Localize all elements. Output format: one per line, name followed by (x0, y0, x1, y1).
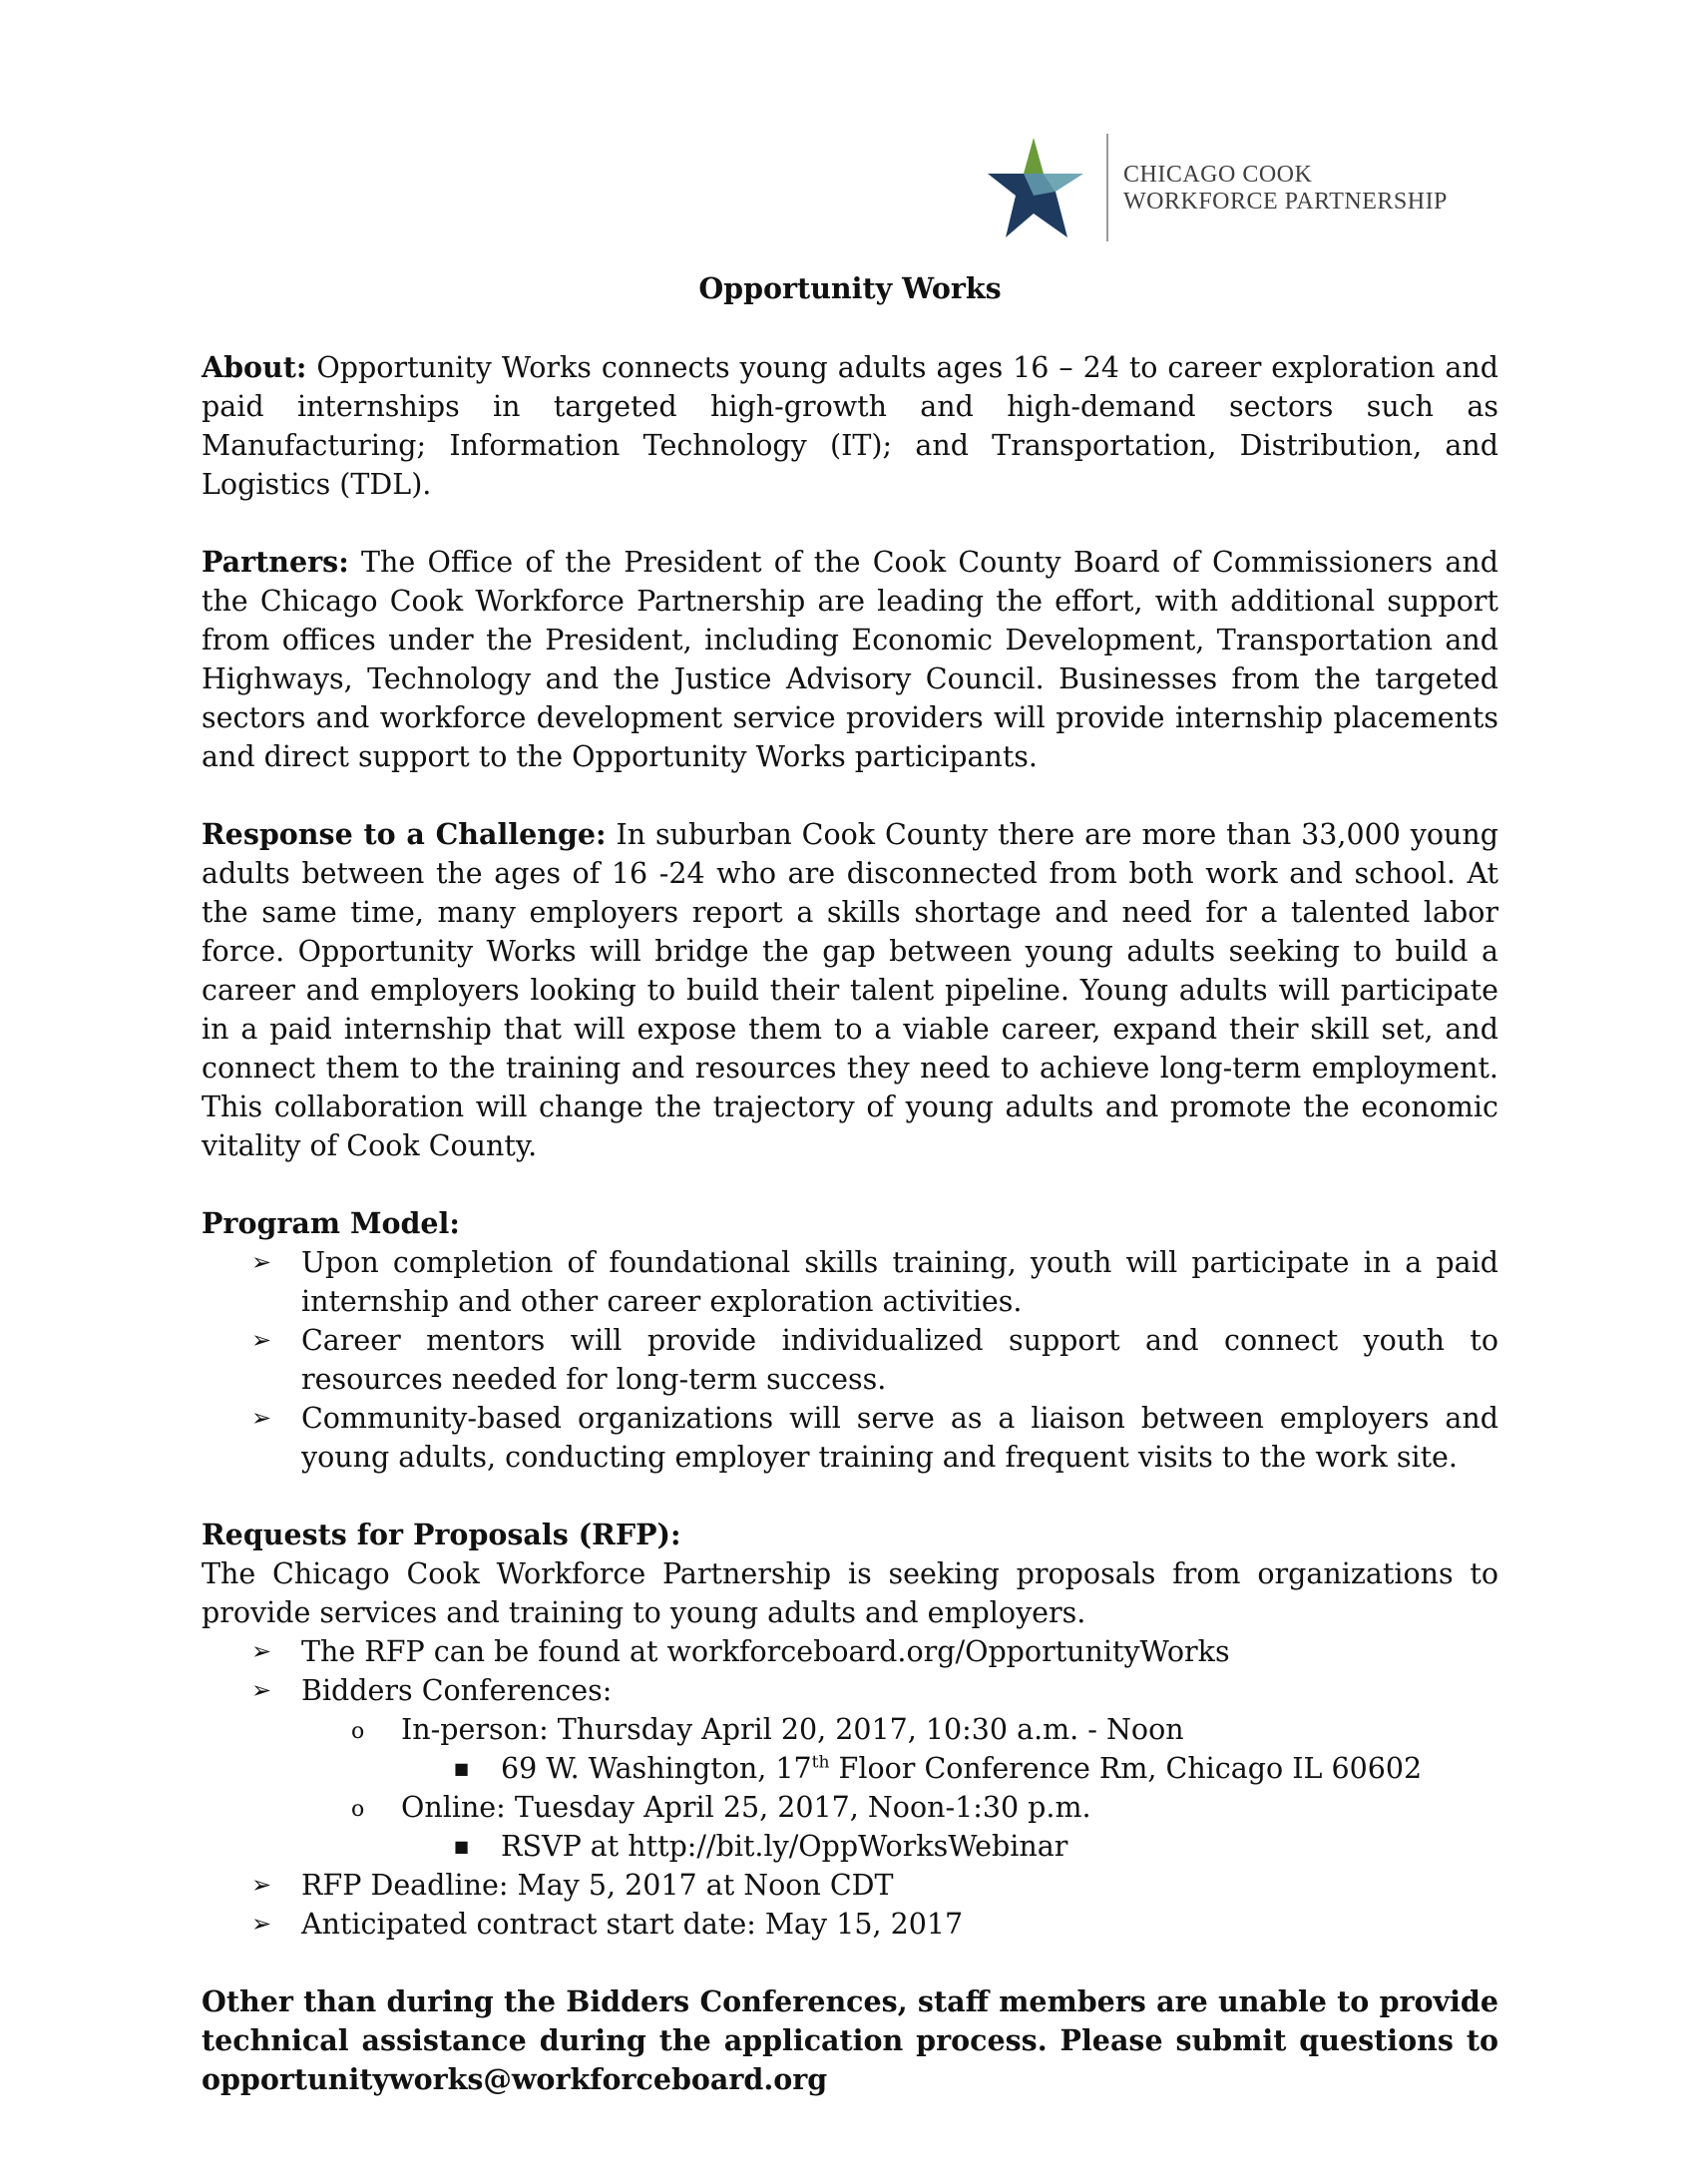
logo-divider (1106, 134, 1108, 241)
square-bullet-icon: ■ (454, 1837, 470, 1856)
arrow-bullet-icon: ➢ (251, 1637, 272, 1665)
online-list (202, 1788, 1498, 1827)
partners-label: Partners: (202, 545, 349, 579)
in-person-details (202, 1749, 1498, 1788)
arrow-bullet-icon: ➢ (251, 1871, 272, 1899)
list-item (202, 1788, 1498, 1827)
about-label: About: (202, 350, 307, 384)
contract-start-date: Anticipated contract start date: May 15, 2017 (301, 1908, 964, 1941)
arrow-bullet-icon: ➢ (251, 1326, 272, 1354)
rfp-intro: The Chicago Cook Workforce Partnership is seeking proposals from organizations to provide services and training to young adults and employers. (202, 1557, 1498, 1629)
arrow-bullet-icon: ➢ (251, 1910, 272, 1938)
list-item-text: Upon completion of foundational skills training, youth will participate in a paid internship and other career exploration activities. (301, 1246, 1498, 1318)
challenge-label: Response to a Challenge: (202, 817, 607, 851)
list-item (202, 1243, 1498, 1321)
online-details (202, 1827, 1498, 1866)
list-item (202, 1632, 1498, 1671)
org-name-line2: WORKFORCE PARTNERSHIP (1123, 189, 1448, 215)
rsvp-link: RSVP at http://bit.ly/OppWorksWebinar (501, 1830, 1068, 1863)
list-item (202, 1671, 1498, 1710)
program-model-section (202, 1204, 1498, 1477)
rfp-deadline: RFP Deadline: May 5, 2017 at Noon CDT (301, 1869, 894, 1902)
partners-text: The Office of the President of the Cook County Board of Commissioners and the Chicago Cook Workforce Partnership are leading the effort, with additional support from offices under the President, including Economic Development, Transportation and Highways, Technology and the Justice Advisory Council. Businesses from the targeted sectors and workforce development service providers will provide internship placements and direct support to the Opportunity Works participants. (202, 546, 1498, 773)
list-item (202, 1399, 1498, 1477)
rfp-dates-list (202, 1866, 1498, 1944)
rfp-list (202, 1632, 1498, 1710)
list-item (202, 1866, 1498, 1905)
page-title: Opportunity Works (698, 271, 1002, 305)
rfp-label: Requests for Proposals (RFP): (202, 1518, 681, 1551)
about-text: Opportunity Works connects young adults ages 16 – 24 to career exploration and paid internships in targeted high-growth and high-demand sectors such as Manufacturing; Information Technology (IT); and Transportation, Distribution, and Logistics (TDL). (202, 351, 1498, 501)
arrow-bullet-icon: ➢ (251, 1404, 272, 1432)
about-section (202, 348, 1498, 504)
conferences-label: Bidders Conferences: (301, 1674, 613, 1707)
in-person-conference: In-person: Thursday April 20, 2017, 10:30 a.m. - Noon (401, 1713, 1184, 1746)
partners-section (202, 543, 1498, 776)
online-conference: Online: Tuesday April 25, 2017, Noon-1:30 p.m. (401, 1791, 1091, 1824)
list-item (202, 1321, 1498, 1399)
address-sup: th (811, 1752, 830, 1773)
rfp-found-at: The RFP can be found at workforceboard.org/OpportunityWorks (301, 1635, 1230, 1668)
org-logo (976, 130, 1455, 244)
org-name-line1: CHICAGO COOK (1123, 162, 1313, 188)
star-logo-icon (986, 134, 1085, 241)
challenge-section (202, 815, 1498, 1165)
list-item-text: Community-based organizations will serve as a liaison between employers and young adults, conducting employer training and frequent visits to the work site. (301, 1402, 1498, 1474)
document-body (202, 269, 1498, 2099)
circle-bullet-icon: o (351, 1797, 365, 1822)
square-bullet-icon: ■ (454, 1759, 470, 1778)
arrow-bullet-icon: ➢ (251, 1248, 272, 1276)
arrow-bullet-icon: ➢ (251, 1676, 272, 1704)
circle-bullet-icon: o (351, 1719, 365, 1744)
program-model-list (202, 1243, 1498, 1477)
list-item (202, 1749, 1498, 1788)
list-item-text: Career mentors will provide individualized support and connect youth to resources needed for long-term success. (301, 1324, 1498, 1396)
challenge-text: In suburban Cook County there are more than 33,000 young adults between the ages of 16 -24 who are disconnected from both work and school. At the same time, many employers report a skills shortage and need for a talented labor force. Opportunity Works will bridge the gap between young adults seeking to build a career and employers looking to build their talent pipeline. Young adults will participate in a paid internship that will expose them to a viable career, expand their skill set, and connect them to the training and resources they need to achieve long-term employment. This collaboration will change the trajectory of young adults and promote the economic vitality of Cook County. (202, 818, 1498, 1162)
conferences-list (202, 1710, 1498, 1749)
list-item (202, 1827, 1498, 1866)
list-item (202, 1710, 1498, 1749)
address-pre: 69 W. Washington, 17 (501, 1752, 812, 1785)
closing-note: Other than during the Bidders Conferences, staff members are unable to provide technical assistance during the application process. Please submit questions to opportunityworks@workforceboard.org (202, 1984, 1498, 2096)
org-name (1123, 162, 1448, 216)
address-post: Floor Conference Rm, Chicago IL 60602 (829, 1752, 1423, 1785)
program-model-label: Program Model: (202, 1206, 460, 1240)
rfp-section (202, 1516, 1498, 1944)
list-item (202, 1905, 1498, 1944)
